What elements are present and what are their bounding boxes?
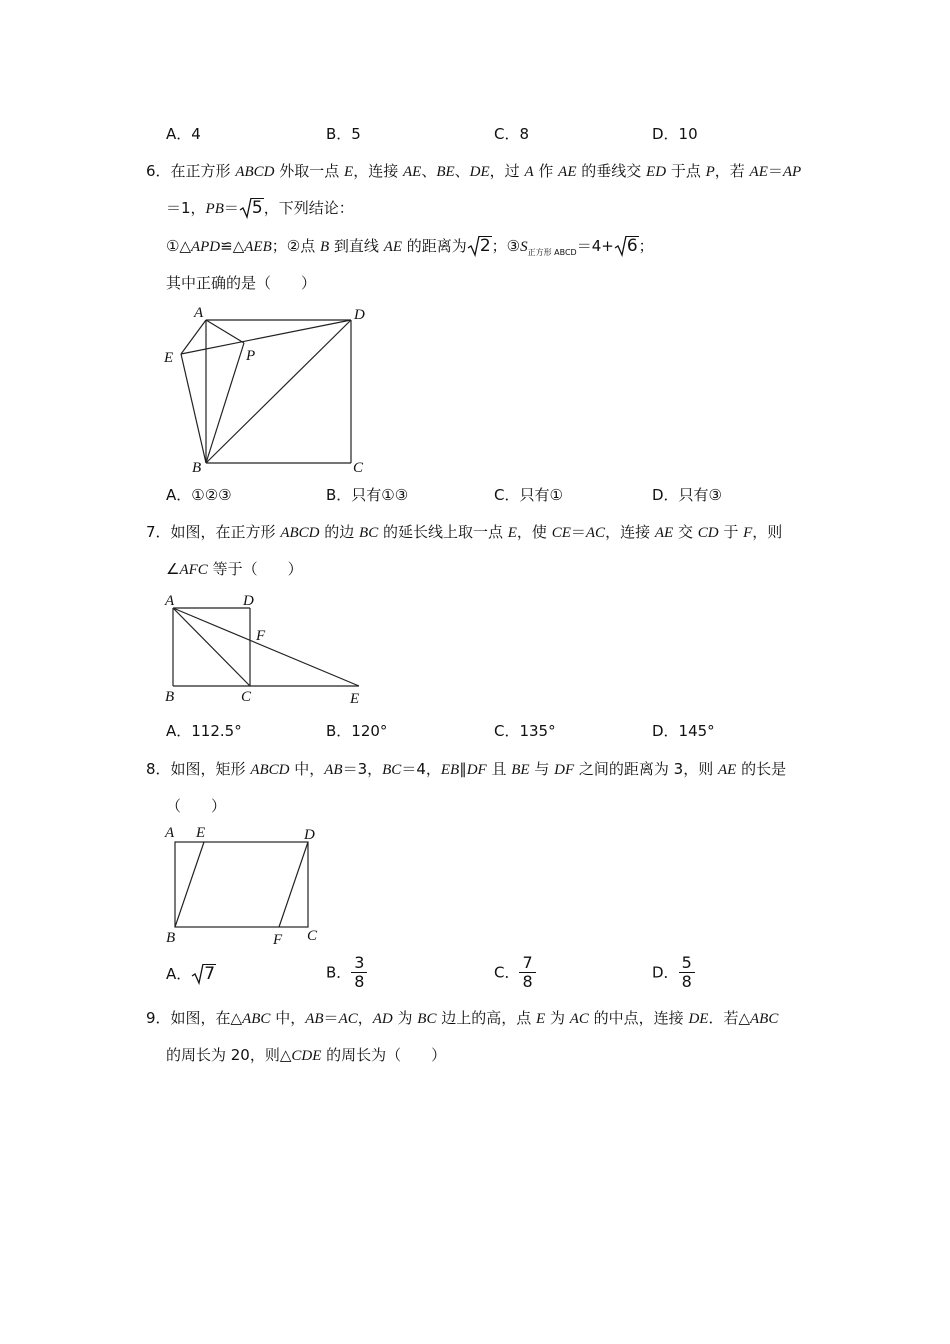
q8-label-a: A xyxy=(165,825,175,841)
q7-seg-ae xyxy=(173,608,359,686)
q8-label-b: B xyxy=(166,930,176,946)
q8-option-d: D． $\frac{5}{8}$ xyxy=(652,954,695,991)
q8-figure xyxy=(160,822,330,952)
q6-option-b: B．只有①③ xyxy=(326,486,409,504)
q8-label-d: D xyxy=(304,827,315,843)
q7-label-e: E xyxy=(350,691,360,707)
q6-label-a: A xyxy=(194,305,204,321)
q5-option-c: C．8 xyxy=(494,125,530,143)
q9-stem-line2: 的周长为 20，则△CDE 的周长为（ ） xyxy=(166,1046,447,1064)
q5-option-a: A．4 xyxy=(166,125,201,143)
q6-option-a: A．①②③ xyxy=(166,486,232,504)
q8-rect-abcd xyxy=(175,842,308,927)
q6-figure xyxy=(160,300,375,480)
q7-figure xyxy=(160,588,375,708)
q6-stem-line1: 6．在正方形 ABCD 外取一点 E，连接 AE、BE、DE，过 A 作 AE 的垂线交 ED 于点 P，若 AE＝AP xyxy=(146,162,802,180)
q7-stem-line2: ∠AFC 等于（ ） xyxy=(166,560,303,578)
sqrt-2: 2 xyxy=(467,235,492,257)
q6-seg-ap xyxy=(206,320,244,343)
fraction-7-8: $\frac{7}{8}$ xyxy=(519,954,535,991)
q5-option-d: D．10 xyxy=(652,125,698,143)
q8-seg-eb xyxy=(175,842,204,927)
q6-label-p: P xyxy=(246,348,256,364)
q8-option-a: A． 7 xyxy=(166,964,216,984)
sqrt-6: 6 xyxy=(614,235,639,257)
q8-option-c: C． $\frac{7}{8}$ xyxy=(494,954,536,991)
q8-label-c: C xyxy=(307,928,318,944)
q6-stem-line4: 其中正确的是（ ） xyxy=(166,274,317,292)
q6-seg-eb xyxy=(181,354,206,463)
q6-stem-line3: ①△APD≌△AEB；②点 B 到直线 AE 的距离为 2；$③S_{正方形 ABCD}=4+$ 6； xyxy=(166,236,654,257)
q7-label-f: F xyxy=(256,628,266,644)
q7-option-c: C．135° xyxy=(494,722,556,740)
q6-label-c: C xyxy=(353,460,364,476)
q7-label-d: D xyxy=(243,593,254,609)
q6-option-c: C．只有① xyxy=(494,486,563,504)
sqrt-5: 5 xyxy=(239,197,264,219)
q6-seg-ae xyxy=(181,320,206,354)
q8-label-e: E xyxy=(196,825,206,841)
q7-label-c: C xyxy=(241,689,252,705)
q9-stem-line1: 9．如图，在△ABC 中，AB＝AC，AD 为 BC 边上的高，点 E 为 AC 的中点，连接 DE．若△ABC xyxy=(146,1009,779,1027)
q7-label-b: B xyxy=(165,689,175,705)
q8-option-b: B． $\frac{3}{8}$ xyxy=(326,954,367,991)
q8-label-f: F xyxy=(273,932,283,948)
q7-option-a: A．112.5° xyxy=(166,722,242,740)
q6-label-d: D xyxy=(354,307,365,323)
q7-label-a: A xyxy=(165,593,175,609)
fraction-5-8: $\frac{5}{8}$ xyxy=(679,954,695,991)
q6-stem-line2: ＝1，PB＝ 5，下列结论： xyxy=(166,198,354,218)
q5-option-b: B．5 xyxy=(326,125,361,143)
q6-option-d: D．只有③ xyxy=(652,486,722,504)
q7-option-d: D．145° xyxy=(652,722,715,740)
q6-label-e: E xyxy=(164,350,174,366)
q7-stem-line1: 7．如图，在正方形 ABCD 的边 BC 的延长线上取一点 E，使 CE＝AC，连接 AE 交 CD 于 F，则 xyxy=(146,523,783,541)
sqrt-7: 7 xyxy=(191,963,216,985)
q8-stem-line1: 8．如图，矩形 ABCD 中，AB＝3，BC＝4，EB∥DF 且 BE 与 DF 之间的距离为 3，则 AE 的长是 xyxy=(146,760,787,778)
q7-option-b: B．120° xyxy=(326,722,388,740)
q6-seg-bd xyxy=(206,320,351,463)
fraction-3-8: $\frac{3}{8}$ xyxy=(351,954,367,991)
q6-label-b: B xyxy=(192,460,202,476)
q7-seg-ac xyxy=(173,608,250,686)
q8-seg-df xyxy=(279,842,308,927)
q8-stem-line2: （ ） xyxy=(166,797,227,815)
